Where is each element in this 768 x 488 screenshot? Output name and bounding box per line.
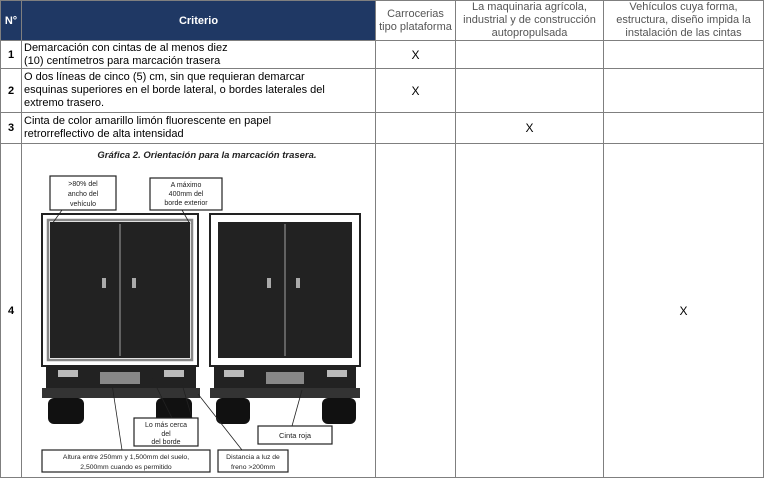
criterio-line: Demarcación con cintas de al menos diez [24, 41, 228, 54]
mark-vehiculos: X [604, 144, 764, 478]
header-vehiculos: Vehículos cuya forma, estructura, diseño impida la instalación de las cintas [604, 1, 764, 41]
criterio-line: esquinas superiores en el borde lateral, o bordes laterales del [24, 84, 325, 96]
table-row [1, 113, 764, 144]
row-number: 4 [1, 144, 22, 478]
right-handle [296, 278, 300, 288]
left-wheel [48, 398, 84, 424]
left-handle [102, 278, 106, 288]
table-row [1, 69, 764, 113]
right-plate [266, 372, 304, 384]
left-handle [132, 278, 136, 288]
criterio-line: Cinta de color amarillo limón fluorescente en papel [24, 115, 272, 127]
truck-figure [22, 144, 367, 474]
svg-text:Altura entre 250mm y 1,500mm d: Altura entre 250mm y 1,500mm del suelo, [62, 454, 190, 461]
header-maquinaria: La maquinaria agrícola, industrial y de construcción autopropulsada [456, 1, 604, 41]
mark-maquinaria [456, 69, 604, 113]
svg-text:A máximo: A máximo [170, 182, 202, 189]
table-row [1, 144, 764, 478]
figure-title: Gráfica 2. Orientación para la marcación trasera. [97, 150, 317, 161]
mark-vehiculos [604, 69, 764, 113]
svg-text:del: del [161, 431, 171, 438]
mark-maquinaria [456, 41, 604, 69]
left-truck [42, 214, 200, 424]
left-plate [100, 372, 140, 384]
mark-maquinaria: X [456, 113, 604, 144]
callout-width [50, 176, 116, 210]
row-figure-cell [22, 144, 376, 478]
row-number: 2 [1, 69, 22, 113]
callout-max [150, 178, 222, 210]
row-criterio [22, 113, 376, 144]
mark-carrocerias [376, 113, 456, 144]
right-brake-light [327, 370, 347, 377]
svg-text:Distancia a luz de: Distancia a luz de [226, 454, 280, 461]
row-number: 3 [1, 113, 22, 144]
mark-carrocerias: X [376, 41, 456, 69]
right-handle [267, 278, 271, 288]
header-criterio: Criterio [22, 1, 376, 41]
truck-diagram [22, 144, 367, 474]
svg-text:2,500mm cuando es permitido: 2,500mm cuando es permitido [80, 464, 172, 471]
table-row [1, 41, 764, 69]
row-criterio [22, 41, 376, 69]
row-criterio [22, 69, 376, 113]
svg-text:del borde: del borde [151, 439, 181, 446]
criterio-line: (10) centímetros para marcación trasera [24, 54, 221, 67]
criterio-line: O dos líneas de cinco (5) cm, sin que requieran demarcar [24, 71, 305, 83]
callout-height [42, 450, 210, 472]
mark-vehiculos [604, 113, 764, 144]
callout-near [134, 418, 198, 446]
mark-maquinaria [456, 144, 604, 478]
right-truck [210, 214, 360, 424]
svg-text:ancho del: ancho del [67, 191, 99, 198]
svg-text:freno >200mm: freno >200mm [230, 464, 276, 471]
mark-carrocerias [376, 144, 456, 478]
left-bumper [42, 388, 200, 398]
right-bumper [210, 388, 360, 398]
right-wheel [216, 398, 250, 424]
svg-text:Cinta roja: Cinta roja [278, 431, 312, 440]
svg-text:borde exterior: borde exterior [164, 200, 208, 207]
svg-text:400mm del: 400mm del [168, 191, 204, 198]
left-brake-light [58, 370, 78, 377]
svg-text:Lo más cerca: Lo más cerca [144, 422, 188, 429]
right-wheel [322, 398, 356, 424]
mark-carrocerias: X [376, 69, 456, 113]
header-carrocerias: Carrocerias tipo plataforma [376, 1, 456, 41]
left-brake-light [164, 370, 184, 377]
criterio-line: retrorreflectivo de alta intensidad [24, 128, 184, 140]
criterio-line: extremo trasero. [24, 97, 105, 109]
right-brake-light [224, 370, 244, 377]
svg-text:vehículo: vehículo [69, 201, 97, 208]
header-num: N° [1, 1, 22, 41]
callout-distance [218, 450, 288, 472]
header-row [1, 1, 764, 41]
svg-text:>80% del: >80% del [68, 181, 98, 188]
mark-vehiculos [604, 41, 764, 69]
callout-red [258, 426, 332, 444]
row-number: 1 [1, 41, 22, 69]
